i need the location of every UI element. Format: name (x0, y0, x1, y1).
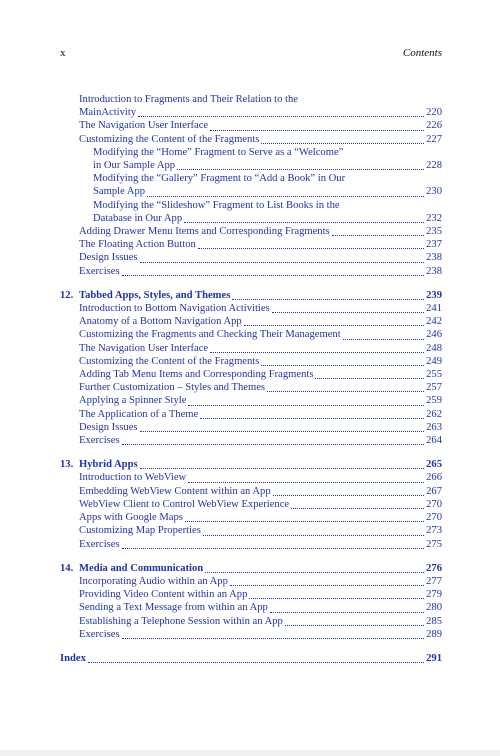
toc-index-entry[interactable] (60, 652, 442, 665)
dot-leader (343, 339, 424, 340)
toc-page-number: 235 (426, 226, 442, 238)
toc-entry[interactable] (60, 328, 442, 341)
toc-entry-title: Exercises (79, 538, 120, 550)
chapter-number: 14. (60, 562, 74, 574)
dot-leader (244, 325, 424, 326)
toc-entry-title: Design Issues (79, 252, 138, 264)
dot-leader (285, 625, 424, 626)
toc-entry-title: Exercises (79, 265, 120, 277)
toc-entry[interactable] (60, 342, 442, 355)
toc-entry[interactable] (60, 511, 442, 524)
toc-entry[interactable] (60, 421, 442, 434)
toc-entry[interactable] (60, 133, 442, 146)
toc-entry[interactable] (60, 615, 442, 628)
toc-page-number: 232 (426, 212, 442, 224)
toc-entry[interactable] (60, 93, 442, 119)
dot-leader (198, 248, 424, 249)
dot-leader (210, 352, 424, 353)
toc-page-number: 227 (426, 133, 442, 145)
dot-leader (188, 482, 424, 483)
dot-leader (88, 662, 424, 663)
page-number: x (60, 47, 66, 59)
toc-entry-title-line: Modifying the “Gallery” Fragment to “Add a Book” in Our (93, 173, 346, 185)
toc-entry-title-line: Modifying the “Home” Fragment to Serve as a “Welcome” (93, 146, 344, 158)
toc-entry[interactable] (60, 238, 442, 251)
table-of-contents (60, 93, 442, 665)
toc-page-number: 237 (426, 239, 442, 251)
toc-entry-title: Embedding WebView Content within an App (79, 485, 271, 497)
dot-leader (270, 612, 424, 613)
dot-leader (122, 638, 425, 639)
toc-entry-title: Database in Our App (93, 212, 183, 224)
toc-page-number: 263 (426, 421, 442, 433)
toc-entry[interactable] (60, 119, 442, 132)
running-head: Contents (402, 47, 442, 59)
toc-page-number: 242 (426, 316, 442, 328)
toc-entry[interactable] (60, 355, 442, 368)
toc-entry-title: Adding Drawer Menu Items and Corresponding Fragments (79, 226, 330, 238)
toc-entry-title: Hybrid Apps (79, 459, 138, 471)
dot-leader (267, 391, 424, 392)
toc-page-number: 291 (426, 652, 442, 664)
toc-entry-title: Establishing a Telephone Session within an App (79, 615, 283, 627)
toc-entry[interactable] (60, 368, 442, 381)
toc-entry-title: The Navigation User Interface (79, 120, 209, 132)
toc-chapter-entry[interactable] (60, 289, 442, 302)
toc-entry[interactable] (60, 588, 442, 601)
toc-entry-title: Further Customization – Styles and Themes (79, 382, 266, 394)
dot-leader (261, 365, 424, 366)
toc-page-number: 241 (426, 303, 442, 315)
toc-entry[interactable] (60, 538, 442, 551)
page-bottom-edge (0, 750, 500, 756)
toc-entry[interactable] (60, 628, 442, 641)
dot-leader (291, 508, 424, 509)
toc-page-number: 226 (426, 120, 442, 132)
dot-leader (200, 418, 424, 419)
toc-entry[interactable] (60, 485, 442, 498)
toc-page-number: 264 (426, 435, 442, 447)
toc-page-number: 238 (426, 265, 442, 277)
toc-page-number: 230 (426, 186, 442, 198)
toc-entry-title: Exercises (79, 435, 120, 447)
toc-page-number: 275 (426, 538, 442, 550)
toc-page-number: 220 (426, 107, 442, 119)
toc-entry[interactable] (60, 408, 442, 421)
toc-entry-title: Media and Communication (79, 562, 204, 574)
toc-page-number: 270 (426, 498, 442, 510)
toc-page-number: 228 (426, 160, 442, 172)
toc-entry-title: WebView Client to Control WebView Experience (79, 498, 290, 510)
toc-entry-title-line: Introduction to Fragments and Their Relation to the (79, 94, 298, 105)
toc-page-number: 259 (426, 395, 442, 407)
toc-entry-title: Anatomy of a Bottom Navigation App (79, 316, 242, 328)
dot-leader (203, 535, 424, 536)
toc-page-number: 270 (426, 512, 442, 524)
dot-leader (205, 572, 424, 573)
toc-page-number: 277 (426, 575, 442, 587)
chapter-number: 12. (60, 289, 74, 301)
toc-entry-title: The Floating Action Button (79, 239, 196, 251)
chapter-number: 13. (60, 459, 74, 471)
toc-entry-title: Adding Tab Menu Items and Corresponding Fragments (79, 369, 314, 381)
toc-page-number: 265 (426, 459, 442, 471)
toc-page-number: 267 (426, 485, 442, 497)
dot-leader (122, 444, 425, 445)
toc-entry[interactable] (60, 381, 442, 394)
toc-entry-title-line: Modifying the “Slideshow” Fragment to List Books in the (93, 199, 340, 211)
toc-entry[interactable] (60, 251, 442, 264)
toc-page-number: 239 (426, 289, 442, 301)
toc-entry[interactable] (60, 302, 442, 315)
toc-entry[interactable] (60, 471, 442, 484)
toc-page-number: 279 (426, 589, 442, 601)
toc-page-number: 273 (426, 525, 442, 537)
toc-entry[interactable] (60, 601, 442, 614)
dot-leader (273, 495, 424, 496)
toc-chapter-entry[interactable] (60, 458, 442, 471)
dot-leader (140, 431, 425, 432)
dot-leader (332, 235, 424, 236)
toc-entry-title: Sample App (93, 186, 146, 198)
toc-entry-title: Applying a Spinner Style (79, 395, 187, 407)
toc-entry[interactable] (60, 172, 442, 198)
toc-entry-title: The Navigation User Interface (79, 342, 209, 354)
dot-leader (147, 196, 424, 197)
toc-chapter-entry[interactable] (60, 562, 442, 575)
toc-page-number: 248 (426, 342, 442, 354)
toc-entry-title: Providing Video Content within an App (79, 589, 248, 601)
toc-entry-title: Sending a Text Message from within an App (79, 602, 268, 614)
dot-leader (315, 378, 424, 379)
dot-leader (122, 548, 425, 549)
toc-entry-title: Apps with Google Maps (79, 512, 183, 524)
toc-entry[interactable] (60, 315, 442, 328)
toc-page-number: 255 (426, 369, 442, 381)
toc-entry[interactable] (60, 524, 442, 537)
toc-entry-title: Introduction to Bottom Navigation Activities (79, 303, 270, 315)
toc-page-number: 246 (426, 329, 442, 341)
toc-entry-title: Customizing Map Properties (79, 525, 201, 537)
dot-leader (140, 262, 425, 263)
toc-entry-title: Incorporating Audio within an App (79, 575, 228, 587)
toc-entry[interactable] (60, 225, 442, 238)
toc-entry[interactable] (60, 199, 442, 225)
toc-page-number: 238 (426, 252, 442, 264)
dot-leader (177, 169, 424, 170)
dot-leader (261, 143, 424, 144)
toc-entry-title: Customizing the Content of the Fragments (79, 355, 260, 367)
toc-entry[interactable] (60, 498, 442, 511)
toc-page-number: 285 (426, 615, 442, 627)
toc-page-number: 266 (426, 472, 442, 484)
toc-entry-title: MainActivity (79, 107, 137, 119)
toc-entry[interactable] (60, 394, 442, 407)
toc-page-number: 280 (426, 602, 442, 614)
toc-entry-title: Exercises (79, 628, 120, 640)
toc-entry-title: Index (60, 652, 86, 664)
toc-page-number: 289 (426, 628, 442, 640)
toc-page-number: 257 (426, 382, 442, 394)
toc-entry[interactable] (60, 575, 442, 588)
toc-entry-title: Customizing the Content of the Fragments (79, 133, 260, 145)
toc-entry-title: Tabbed Apps, Styles, and Themes (79, 289, 231, 301)
dot-leader (210, 130, 424, 131)
toc-page-number: 249 (426, 355, 442, 367)
toc-entry-title: in Our Sample App (93, 160, 176, 172)
toc-entry[interactable] (60, 265, 442, 278)
toc-page-number: 262 (426, 408, 442, 420)
toc-entry[interactable] (60, 434, 442, 447)
dot-leader (140, 468, 425, 469)
dot-leader (249, 598, 424, 599)
dot-leader (188, 405, 424, 406)
dot-leader (184, 222, 424, 223)
dot-leader (232, 299, 424, 300)
toc-entry-title: Design Issues (79, 421, 138, 433)
dot-leader (230, 585, 424, 586)
dot-leader (272, 312, 424, 313)
toc-page-number: 276 (426, 562, 442, 574)
toc-entry-title: The Application of a Theme (79, 408, 199, 420)
dot-leader (122, 275, 425, 276)
toc-entry-title: Introduction to WebView (79, 472, 187, 484)
toc-entry-title: Customizing the Fragments and Checking Their Management (79, 329, 341, 341)
dot-leader (138, 116, 424, 117)
toc-entry[interactable] (60, 146, 442, 172)
page-header (60, 47, 442, 61)
dot-leader (185, 521, 424, 522)
